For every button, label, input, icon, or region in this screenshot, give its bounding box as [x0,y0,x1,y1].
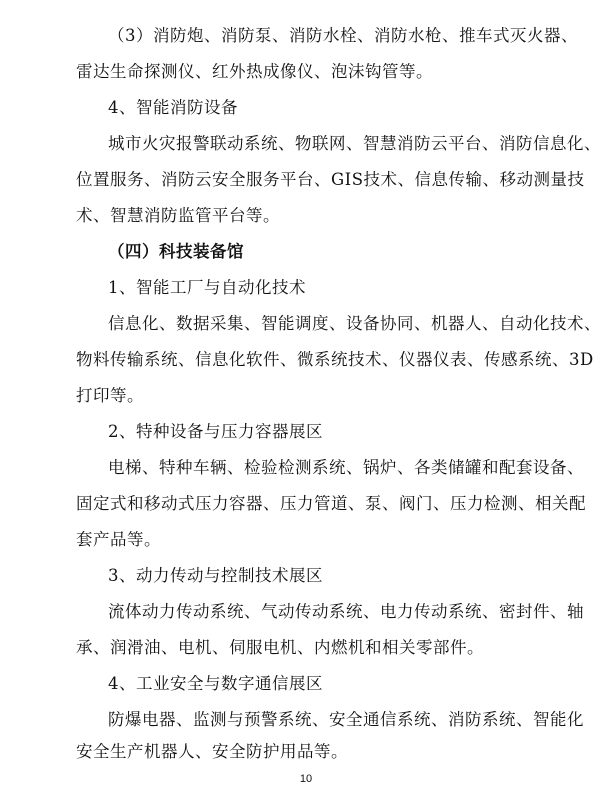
paragraph-line: 位置服务、消防云安全服务平台、GIS技术、信息传输、移动测量技 [76,170,585,189]
subheading: 1、智能工厂与自动化技术 [108,278,306,297]
subheading: 2、特种设备与压力容器展区 [108,422,323,441]
page-number: 10 [299,773,313,785]
subheading: 4、智能消防设备 [108,98,238,117]
paragraph-line: 承、润滑油、电机、伺服电机、内燃机和相关零部件。 [76,638,484,657]
paragraph-line: 雷达生命探测仪、红外热成像仪、泡沫钩管等。 [76,62,433,81]
paragraph-line: （3）消防炮、消防泵、消防水栓、消防水枪、推车式灭火器、 [108,26,578,45]
paragraph-line: 术、智慧消防监管平台等。 [76,206,280,225]
paragraph-line: 安全生产机器人、安全防护用品等。 [76,742,348,761]
paragraph-line: 套产品等。 [76,530,161,549]
paragraph-line: 城市火灾报警联动系统、物联网、智慧消防云平台、消防信息化、 [108,134,601,153]
section-heading: （四）科技装备馆 [108,242,244,261]
subheading: 4、工业安全与数字通信展区 [108,674,323,693]
paragraph-line: 电梯、特种车辆、检验检测系统、锅炉、各类储罐和配套设备、 [108,458,584,477]
paragraph-line: 防爆电器、监测与预警系统、安全通信系统、消防系统、智能化 [108,710,584,729]
subheading: 3、动力传动与控制技术展区 [108,566,323,585]
paragraph-line: 信息化、数据采集、智能调度、设备协同、机器人、自动化技术、 [108,314,601,333]
paragraph-line: 固定式和移动式压力容器、压力管道、泵、阀门、压力检测、相关配 [76,494,586,513]
paragraph-line: 打印等。 [76,386,144,405]
paragraph-line: 流体动力传动系统、气动传动系统、电力传动系统、密封件、轴 [108,602,584,621]
paragraph-line: 物料传输系统、信息化软件、微系统技术、仪器仪表、传感系统、3D [76,350,594,369]
